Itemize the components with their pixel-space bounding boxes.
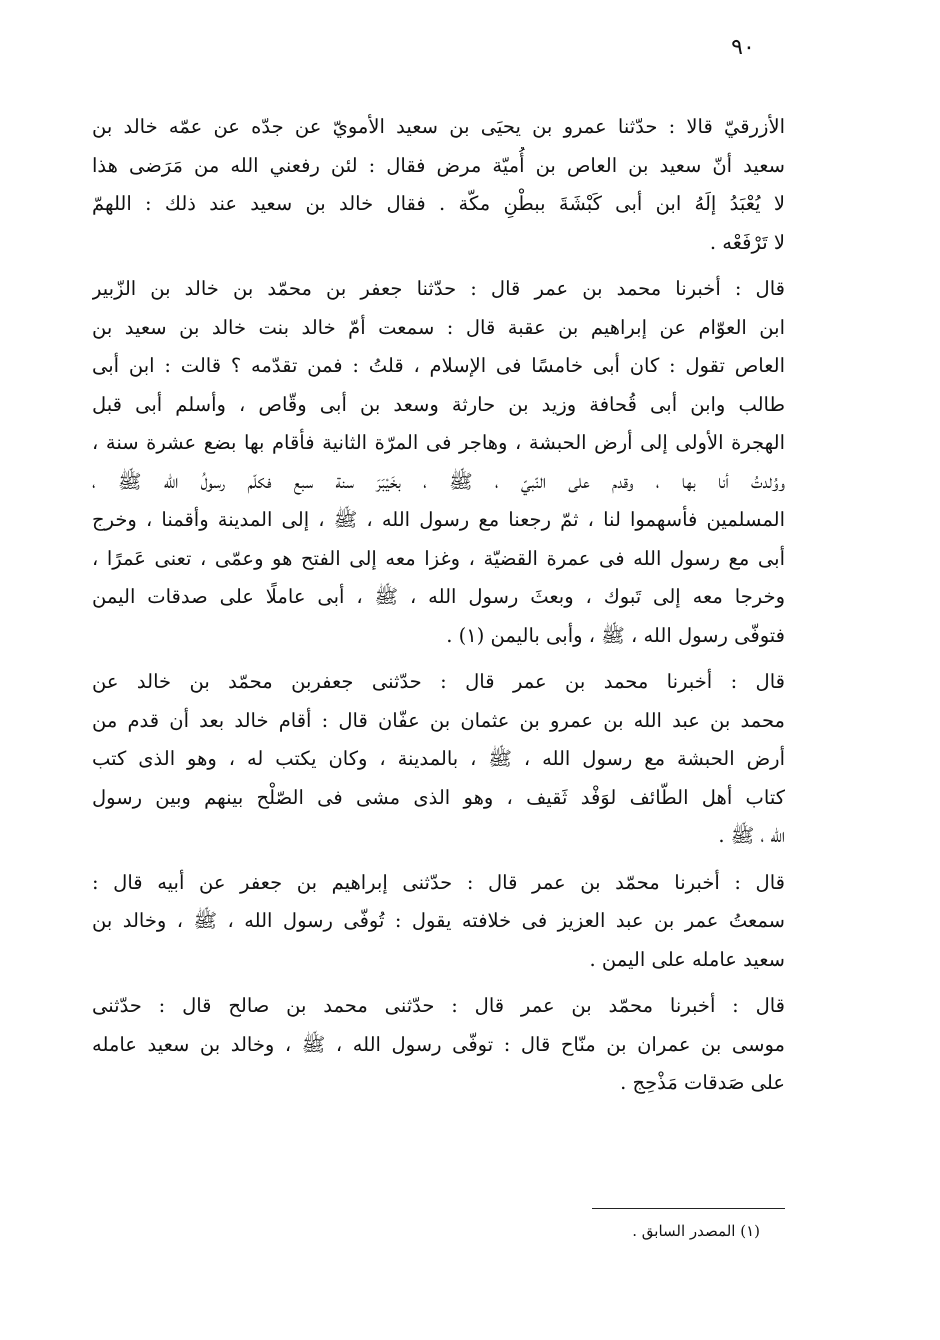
paragraph-1 [92,108,785,262]
paragraph-3 [92,663,785,856]
paragraph-5 [92,987,785,1103]
text-line: قال : أخبرنا محمّد بن عمر قال : حدّثنى محمد بن صالح قال : حدّثنى [92,994,785,1017]
text-line: قال : أخبرنا محمد بن عمر قال : حدّثنا جعفر بن محمّد بن خالد بن الزّبير [92,277,785,300]
text-line: الله ، ﷺ . [718,824,785,847]
text-line: ابن العوّام عن إبراهيم بن عقبة قال : سمعت أمّ خالد بنت خالد بن سعيد بن [92,315,785,339]
text-line: العاص تقول : كان أبى خامسًا فى الإسلام ، قلتُ : فمن تقدّمه ؟ قالت : ابن أبى [92,354,785,377]
text-line: سعيد أنّ سعيد بن العاص بن أُميّة مرض فقال : لئن رفعني الله من مَرَضى هذا [92,153,785,177]
text-line: محمد بن عبد الله بن عمرو بن عثمان بن عفّان قال : أقام خالد بعد أن قدم من [92,708,785,732]
text-line: الهجرة الأولى إلى أرض الحبشة ، وهاجر فى المرّة الثانية فأقام بها بضع عشرة سنة ، [92,431,785,454]
text-line: المسلمين فأسهموا لنا ، ثمّ رجعنا مع رسول الله ، ﷺ ، إلى المدينة وأقمنا ، وخرج [92,508,785,531]
text-line: سمعتُ عمر بن عبد العزيز فى خلافته يقول : تُوفّى رسول الله ، ﷺ ، وخالد بن [92,909,785,932]
paragraph-2 [92,270,785,655]
text-line: فتوفّى رسول الله ، ﷺ ، وأبى باليمن (١) . [446,623,785,647]
text-line: سعيد عامله على اليمن . [589,947,785,971]
text-line: أرض الحبشة مع رسول الله ، ﷺ ، بالمدينة ، وكان يكتب له ، وهو الذى كتب [92,747,785,770]
main-text [92,108,785,1103]
text-line: لا يُعْبَدُ إلَهُ ابن أبى كَبْشَةَ ببطْنِ مكّة . فقال خالد بن سعيد عند ذلك : اللهمّ [92,192,785,215]
text-line: على صَدقات مَذْحِج . [620,1071,785,1094]
footnote: (١) المصدر السابق . [632,1222,760,1240]
text-line: وخرجا معه إلى تَبوك ، وبعثَ رسول الله ، ﷺ ، أبى عاملًا على صدقات اليمن [92,585,785,608]
text-line: أبى مع رسول الله فى عمرة القضيّة ، وغزا معه إلى الفتح هو وعمّى ، تعنى عَمرًا ، [92,546,785,570]
text-line: قال : أخبرنا محمد بن عمر قال : حدّثنى جعفربن محمّد بن خالد عن [92,670,785,693]
paragraph-4 [92,864,785,980]
text-line: لا تَرْفَعْه . [709,230,785,254]
footnote-divider [592,1208,785,1209]
text-line: ووُلدتُ أنا بها ، وقدم على النّبيّ ، ﷺ ، بخَيْبَرَ سنة سبع فكلّم رسولُ الله ﷺ ، [92,469,785,493]
text-line: موسى بن عمران بن منّاح قال : توفّى رسول الله ، ﷺ ، وخالد بن سعيد عامله [92,1032,785,1056]
text-line: قال : أخبرنا محمّد بن عمر قال : حدّثنى إبراهيم بن جعفر عن أبيه قال : [92,870,785,894]
text-line: طالب وابن أبى قُحافة وزيد بن حارثة وسعد بن أبى وقّاص ، وأسلم أبى قبل [92,392,785,416]
text-line: كتاب أهل الطّائف لوَفْد ثَقيف ، وهو الذى مشى فى الصّلْح بينهم وبين رسول [92,785,785,809]
text-line: الأزرقيّ قالا : حدّثنا عمرو بن يحيَى بن سعيد الأمويّ عن جدّه عن عمّه خالد بن [92,115,785,138]
page-number: ٩٠ [731,35,755,60]
